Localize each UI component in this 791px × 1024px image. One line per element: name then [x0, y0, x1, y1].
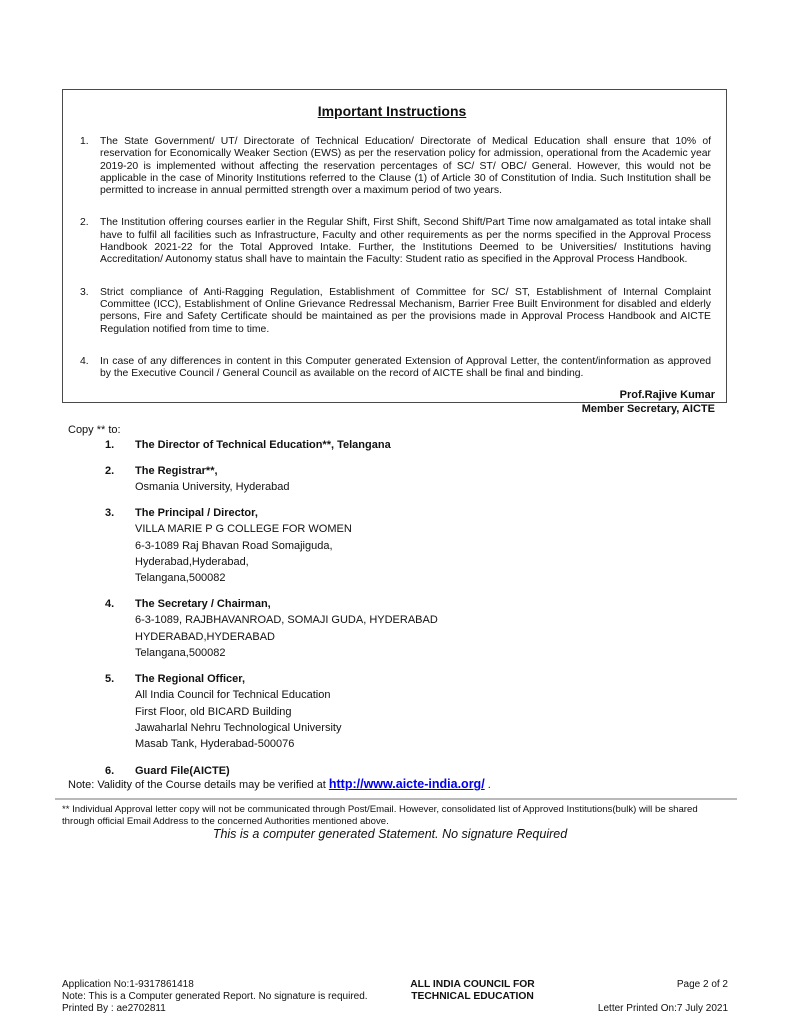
copy-item-number: 1.: [105, 439, 115, 451]
instruction-text: Strict compliance of Anti-Ragging Regulation, Establishment of Committee for SC/ ST, Establishment of Internal Complaint Committee (ICC), Establishment of Online Grievance Redressal Mechanism, Barrier Free Built Environment for disabled and elderly persons, Fire and Safety Certificate should be maintained as per the provisions made in Approval Process Handbook and AICTE Regulation notified from time to time.: [100, 286, 711, 335]
instruction-text: The Institution offering courses earlier in the Regular Shift, First Shift, Second Shift/Part Time now amalgamated as total intake shall have to fulfil all facilities such as Infrastructure, Faculty and other requirements as per the norms specified in the Approval Process Handbook 2021-22 for the Total Approved Intake. Further, the Institutions Deemed to be Universities/ Institutions having Accreditation/ Autonomy status shall have to maintain the Faculty: Student ratio as specified in the Approval Process Handbook.: [100, 217, 711, 266]
instruction-item: [73, 136, 711, 197]
footer-right: [563, 979, 728, 1015]
copy-item-title: The Director of Technical Education**, Telangana: [135, 439, 391, 451]
instruction-item: [73, 356, 711, 381]
copy-item-line: 6-3-1089 Raj Bhavan Road Somajiguda,: [135, 539, 333, 552]
copy-item: [105, 596, 605, 661]
copy-item-title: The Registrar**,: [135, 465, 218, 477]
copy-item-line: All India Council for Technical Education: [135, 689, 331, 702]
separator-rule: [55, 798, 737, 800]
copy-item: [105, 463, 605, 495]
instruction-item: [73, 217, 711, 266]
copy-item-line: Masab Tank, Hyderabad-500076: [135, 738, 295, 751]
organization-name: ALL INDIA COUNCIL FOR TECHNICAL EDUCATION: [410, 979, 535, 1002]
validity-note-suffix: .: [484, 779, 491, 791]
instruction-number: 1.: [80, 136, 89, 147]
copy-item-line: Telangana,500082: [135, 572, 226, 585]
copy-item-line: VILLA MARIE P G COLLEGE FOR WOMEN: [135, 523, 352, 536]
copy-item: [105, 671, 605, 752]
printed-by: Printed By : ae2702811: [62, 1002, 166, 1014]
copy-item-line: First Floor, old BICARD Building: [135, 705, 292, 718]
instructions-title: Important Instructions: [317, 103, 467, 119]
copy-item-title: The Regional Officer,: [135, 673, 246, 686]
copy-item-line: 6-3-1089, RAJBHAVANROAD, SOMAJI GUDA, HYDERABAD: [135, 614, 438, 627]
important-instructions-box: [62, 89, 727, 403]
copy-item-title: The Secretary / Chairman,: [135, 598, 271, 611]
instruction-number: 2.: [80, 217, 89, 229]
copy-item-title: The Principal / Director,: [135, 507, 258, 520]
copy-to-label: Copy ** to:: [68, 424, 121, 436]
letter-printed-on: Letter Printed On:7 July 2021: [597, 1002, 728, 1014]
computer-generated-statement: This is a computer generated Statement. No signature Required: [212, 827, 568, 841]
instruction-number: 4.: [80, 355, 89, 367]
copy-item-number: 5.: [105, 673, 115, 686]
copy-to-list: [105, 437, 605, 789]
copy-item-line: Telangana,500082: [135, 647, 226, 660]
copy-item-line: Osmania University, Hyderabad: [135, 481, 290, 493]
page-footer: [62, 979, 728, 1015]
validity-note: [68, 777, 491, 791]
validity-note-prefix: Note: Validity of the Course details may be verified at: [68, 779, 329, 791]
aicte-website-link[interactable]: http://www.aicte-india.org/: [328, 777, 485, 791]
application-number: Application No:1-9317861418: [62, 979, 194, 990]
page-number: Page 2 of 2: [676, 979, 728, 990]
signatory-name: Prof.Rajive Kumar: [619, 389, 715, 401]
signatory-designation: Member Secretary, AICTE: [581, 403, 715, 415]
copy-item: [105, 437, 605, 453]
copy-item-number: 6.: [105, 764, 115, 777]
copy-item: [105, 505, 605, 586]
copy-item-number: 3.: [105, 507, 115, 520]
copy-item-number: 2.: [105, 465, 115, 477]
copy-item-title: Guard File(AICTE): [135, 764, 230, 777]
footer-note: Note: This is a Computer generated Report. No signature is required.: [62, 990, 368, 1002]
footnote: ** Individual Approval letter copy will not be communicated through Post/Email. However, consolidated list of Approved Institutions(bulk) will be shared through official Email Address to the concerned Authorities mentioned above.: [62, 804, 698, 827]
instruction-item: [73, 287, 711, 336]
copy-item-line: HYDERABAD,HYDERABAD: [135, 630, 275, 643]
instruction-text: The State Government/ UT/ Directorate of Technical Education/ Directorate of Medical Education shall ensure that 10% of reservation for Economically Weaker Section (EWS) as per the reservation policy for admission, operational from the Academic year 2019-20 is implemented without affecting the reservation percentages of SC/ ST/ OBC/ General. However, this would not be applicable in the case of Minority Institutions referred to the Clause (1) of Article 30 of Constitution of India. Such Institution shall be permitted to increase in annual permitted strength over a maximum period of two years.: [100, 136, 711, 197]
footer-left: [62, 979, 382, 1015]
instruction-number: 3.: [80, 286, 89, 298]
copy-item-number: 4.: [105, 598, 115, 611]
instruction-text: In case of any differences in content in this Computer generated Extension of Approval Letter, the content/information as approved by the Executive Council / General Council as available on the record of AICTE shall be final and binding.: [100, 355, 711, 380]
copy-item-line: Jawaharlal Nehru Technological University: [135, 721, 342, 734]
signature-block: [582, 388, 715, 416]
copy-item-line: Hyderabad,Hyderabad,: [135, 555, 249, 568]
